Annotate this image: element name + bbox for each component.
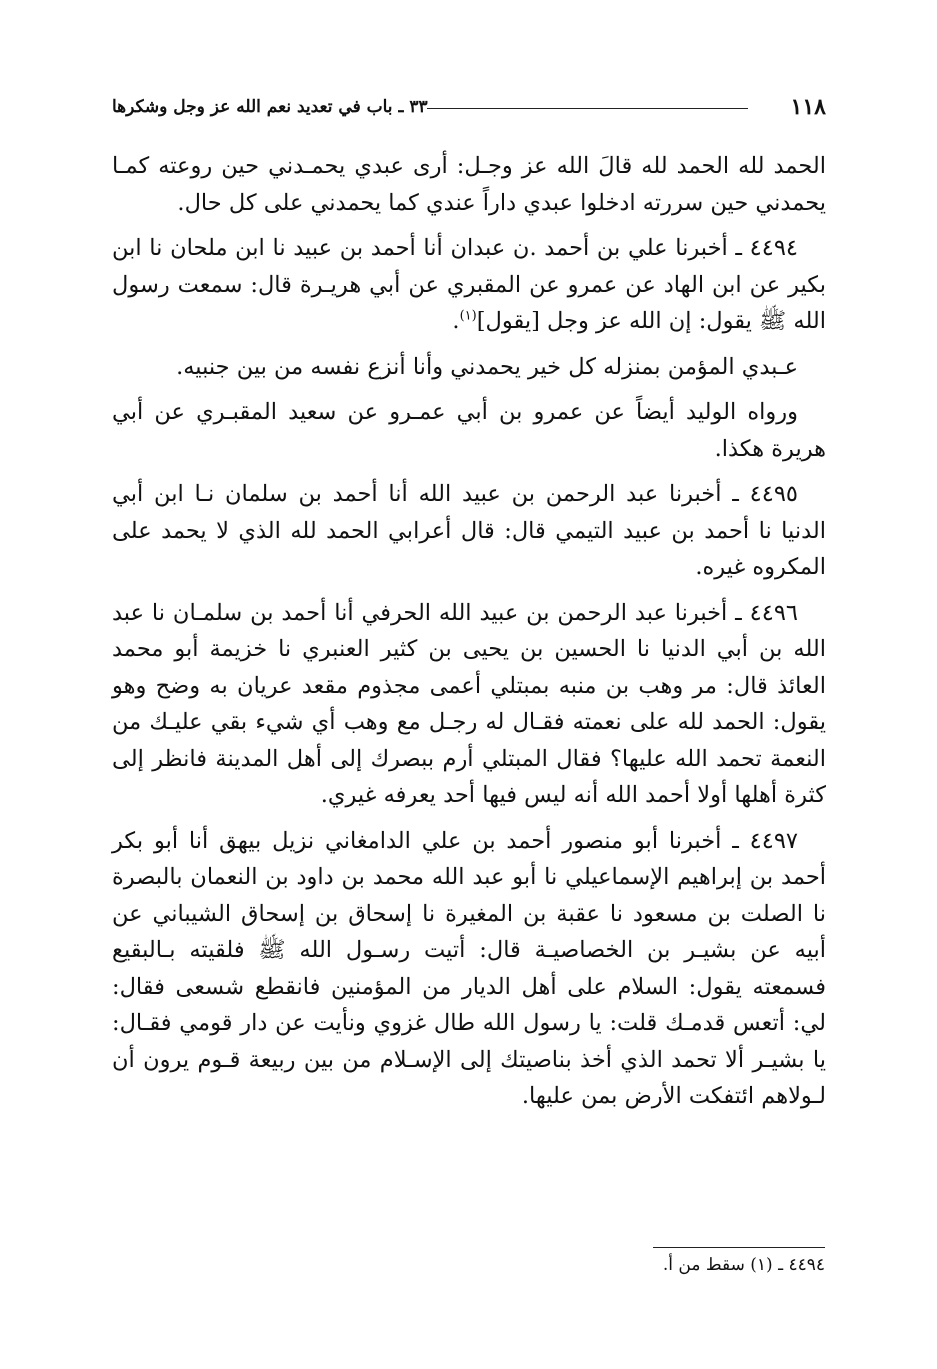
paragraph-narration: ورواه الوليد أيضاً عن عمرو بن أبي عمـرو عن سعيد المقبـري عن أبي هريرة هكذا. (112, 399, 826, 462)
paragraph-opening: الحمد لله الحمد لله قالَ الله عز وجـل: أرى عبدي يحمـدني حين روعته كمـا يحمدني حين سررته ادخلوا عبدي داراً عندي كما يحمدني على كل حال. (112, 153, 826, 216)
paragraph-hadith-4494-text: ٤٤٩٤ ـ أخبرنا علي بن أحمد .ن عبدان أنا أحمد بن عبيد نا ابن ملحان نا ابن بكير عن ابن الهاد عن عمرو عن المقبري عن أبي هريـرة قال: سمعت رسول الله ﷺ يقول: إن الله عز وجل [يقول] (112, 235, 826, 334)
header-rule (427, 108, 748, 109)
paragraph-hadith-4496: ٤٤٩٦ ـ أخبرنا عبد الرحمن بن عبيد الله الحرفي أنا أحمد بن سلمـان نا عبد الله بن أبي الدنيا نا الحسين بن يحيى بن كثير العنبري نا خزيمة أبو محمد العائذ قال: مر وهب بن منبه بمبتلي أعمى مجذوم مقعد عريان به وضح وهو يقول: الحمد لله على نعمته فقـال له رجـل مع وهب أي شيء بقي عليـك من النعمة تحمد الله عليها؟ فقال المبتلي أرم ببصرك إلى أهل المدينة فانظر إلى كثرة أهلها أولا أحمد الله أنه ليس فيها أحد يعرفه غيري. (112, 599, 826, 808)
running-head (112, 92, 826, 124)
paragraph-hadith-4495: ٤٤٩٥ ـ أخبرنا عبد الرحمن بن عبيد الله أنا أحمد بن سلمان نـا ابن أبي الدنيا نا أحمد بن عبيد التيمي قال: قال أعرابي الحمد لله الذي لا يحمد على المكروه غيره. (112, 481, 826, 580)
footnote: ٤٤٩٤ ـ (١) سقط من أ. (662, 1255, 825, 1275)
paragraph-hadith-4497: ٤٤٩٧ ـ أخبرنا أبو منصور أحمد بن علي الدامغاني نزيل بيهق أنا أبو بكر أحمد بن إبراهيم الإسماعيلي نا أبو عبد الله محمد بن داود بن النعمان بالبصرة نا الصلت بن مسعود نا عقبة بن المغيرة نا إسحاق بن إسحاق الشيباني عن أبيه عن بشيـر بن الخصاصيـة قال: أتيت رسـول الله ﷺ فلقيته بـالبقيع فسمعته يقول: السلام على أهل الديار من المؤمنين فانقطع شسعى فقال: لي: أتعس قدمـك قلت: يا رسول الله طال غزوي ونأيت عن دار قومي فقـال: يا بشيـر ألا تحمد الذي أخذ بناصيتك إلى الإسـلام من بين ربيعة قـوم يرون أن لـولاهم ائتفكت الأرض بمن عليها. (112, 827, 826, 1109)
footnote-reference-suffix: . (452, 308, 460, 334)
page-number: ١١٨ (790, 94, 826, 120)
footnote-reference[interactable]: (١) (459, 308, 477, 324)
chapter-title: ٣٣ ـ باب في تعديد نعم الله عز وجل وشكرها (112, 97, 428, 117)
main-text (112, 148, 826, 1124)
paragraph-quote: عـبدي المؤمن بمنزله كل خير يحمدني وأنا أنزع نفسه من بين جنبيه. (176, 353, 798, 380)
footnote-rule (653, 1247, 825, 1248)
paragraph-hadith-4494 (112, 230, 826, 340)
